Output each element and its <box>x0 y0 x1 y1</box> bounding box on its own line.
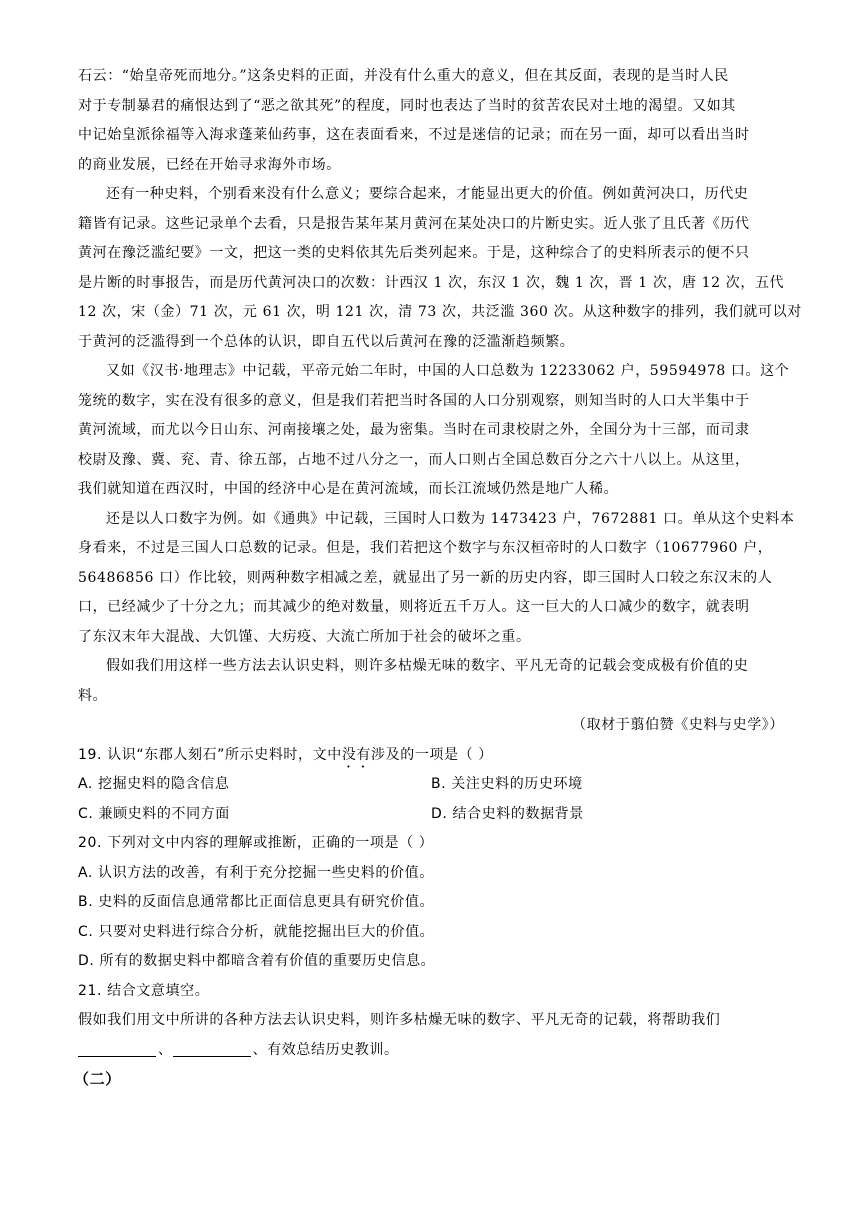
document-page <box>74 62 802 1095</box>
question-21 <box>78 977 784 1066</box>
text-line: 了东汉末年大混战、大饥馑、大疠疫、大流亡所加于社会的破坏之重。 <box>78 628 531 645</box>
stem-text: 涉及的一项是（ ） <box>371 746 493 763</box>
text-line: 是片断的时事报告，而是历代黄河决口的次数：计西汉 1 次，东汉 1 次，魏 1 次，晋 1 次，唐 12 次，五代 <box>78 274 785 291</box>
passage-paragraph-4 <box>78 505 795 653</box>
source-citation: （取材于翦伯赞《史料与史学》） <box>572 717 784 733</box>
text-line: 对于专制暴君的痛恨达到了“恶之欲其死”的程度，同时也表达了当时的贫苦农民对土地的渴望。又如其 <box>78 97 736 114</box>
option-row <box>78 770 784 800</box>
text-line: 还有一种史料，个别看来没有什么意义；要综合起来，才能显出更大的价值。例如黄河决口，历代史 <box>106 186 749 202</box>
option-a[interactable]: A. 认识方法的改善，有利于充分挖掘一些史料的价值。 <box>78 864 434 881</box>
text-line: 黄河流域，而尤以今日山东、河南接壤之处，最为密集。当时在司隶校尉之外，全国分为十三部，而司隶 <box>78 422 750 438</box>
stem-text: 19. 认识“东郡人刻石”所示史料时，文中 <box>78 746 342 763</box>
text-line: 56486856 口）作比较，则两种数字相减之差，就显出了另一新的历史内容，即三国时人口较之东汉末的人 <box>78 569 773 586</box>
separator-text: 、 <box>158 1041 173 1058</box>
text-line: 籍皆有记录。这些记录单个去看，只是报告某年某月黄河在某处决口的片断史实。近人张了且氏著《历代 <box>78 215 750 232</box>
answer-blank-2[interactable] <box>173 1040 251 1057</box>
text-line: 我们就知道在西汉时，中国的经济中心是在黄河流域，而长江流域仍然是地广人稀。 <box>78 481 619 497</box>
option-c[interactable]: C. 只要对史料进行综合分析，就能挖掘出巨大的价值。 <box>78 923 435 940</box>
question-text: 假如我们用文中所讲的各种方法去认识史料，则许多枯燥无味的数字、平凡无奇的记载，将帮助我们 <box>78 1012 721 1028</box>
text-line: 黄河在豫泛滥纪要》一文，把这一类的史料依其先后类列起来。于是，这种综合了的史料所表示的便不只 <box>78 245 750 261</box>
option-d[interactable]: D. 结合史料的数据背景 <box>431 805 584 822</box>
text-line: 料。 <box>78 687 108 704</box>
text-line: 校尉及豫、冀、兖、青、徐五部，占地不过八分之一，而人口则占全国总数百分之六十八以上。从这里， <box>78 451 750 468</box>
text-line: 的商业发展，已经在开始寻求海外市场。 <box>78 156 341 173</box>
question-20 <box>78 829 784 977</box>
tail-text: 、有效总结历史教训。 <box>252 1041 399 1058</box>
passage-paragraph-3 <box>78 357 790 505</box>
text-line: 身看来，不过是三国人口总数的记录。但是，我们若把这个数字与东汉桓帝时的人口数字（10677960 户， <box>78 540 773 556</box>
option-b[interactable]: B. 关注史料的历史环境 <box>431 776 583 792</box>
option-a[interactable]: A. 挖掘史料的隐含信息 <box>78 776 230 792</box>
text-line: 假如我们用这样一些方法去认识史料，则许多枯燥无味的数字、平凡无奇的记载会变成极有价值的史 <box>106 658 749 674</box>
passage-paragraph-5 <box>78 652 784 711</box>
text-line: 石云：“始皇帝死而地分。”这条史料的正面，并没有什么重大的意义，但在其反面，表现的是当时人民 <box>78 68 729 84</box>
option-b[interactable]: B. 史料的反面信息通常都比正面信息更具有研究价值。 <box>78 894 435 910</box>
answer-blank-1[interactable] <box>78 1040 156 1057</box>
text-line: 中记始皇派徐福等入海求蓬莱仙药事，这在表面看来，不过是迷信的记录；而在另一面，却可以看出当时 <box>78 127 750 143</box>
option-d[interactable]: D. 所有的数据史料中都暗含着有价值的重要历史信息。 <box>78 953 436 969</box>
question-stem <box>78 741 784 771</box>
text-line: 又如《汉书·地理志》中记载，平帝元始二年时，中国的人口总数为 12233062 户，59594978 口。这个 <box>106 363 790 379</box>
text-line: 于黄河的泛滥得到一个总体的认识，即自五代以后黄河在豫的泛滥渐趋频繁。 <box>78 333 575 350</box>
question-stem: 20. 下列对文中内容的理解或推断，正确的一项是（ ） <box>78 835 434 851</box>
passage-paragraph-1 <box>78 62 784 180</box>
text-line: 口，已经减少了十分之九；而其减少的绝对数量，则将近五千万人。这一巨大的人口减少的数字，就表明 <box>78 599 750 615</box>
passage-paragraph-2 <box>78 180 802 357</box>
option-row <box>78 800 784 830</box>
section-heading: （二） <box>74 1070 121 1088</box>
fill-line <box>78 1036 784 1066</box>
question-19 <box>78 741 784 830</box>
text-line: 12 次，宋（金）71 次，元 61 次，明 121 次，清 73 次，共泛滥 360 次。从这种数字的排列，我们就可以对 <box>78 304 802 320</box>
emphasized-text: 没有 <box>341 746 372 763</box>
question-stem: 21. 结合文意填空。 <box>78 982 210 999</box>
text-line: 笼统的数字，实在没有很多的意义，但是我们若把当时各国的人口分别观察，则知当时的人口大半集中于 <box>78 392 750 409</box>
text-line: 还是以人口数字为例。如《通典》中记载，三国时人口数为 1473423 户，7672881 口。单从这个史料本 <box>106 510 795 527</box>
option-c[interactable]: C. 兼顾史料的不同方面 <box>78 805 230 822</box>
